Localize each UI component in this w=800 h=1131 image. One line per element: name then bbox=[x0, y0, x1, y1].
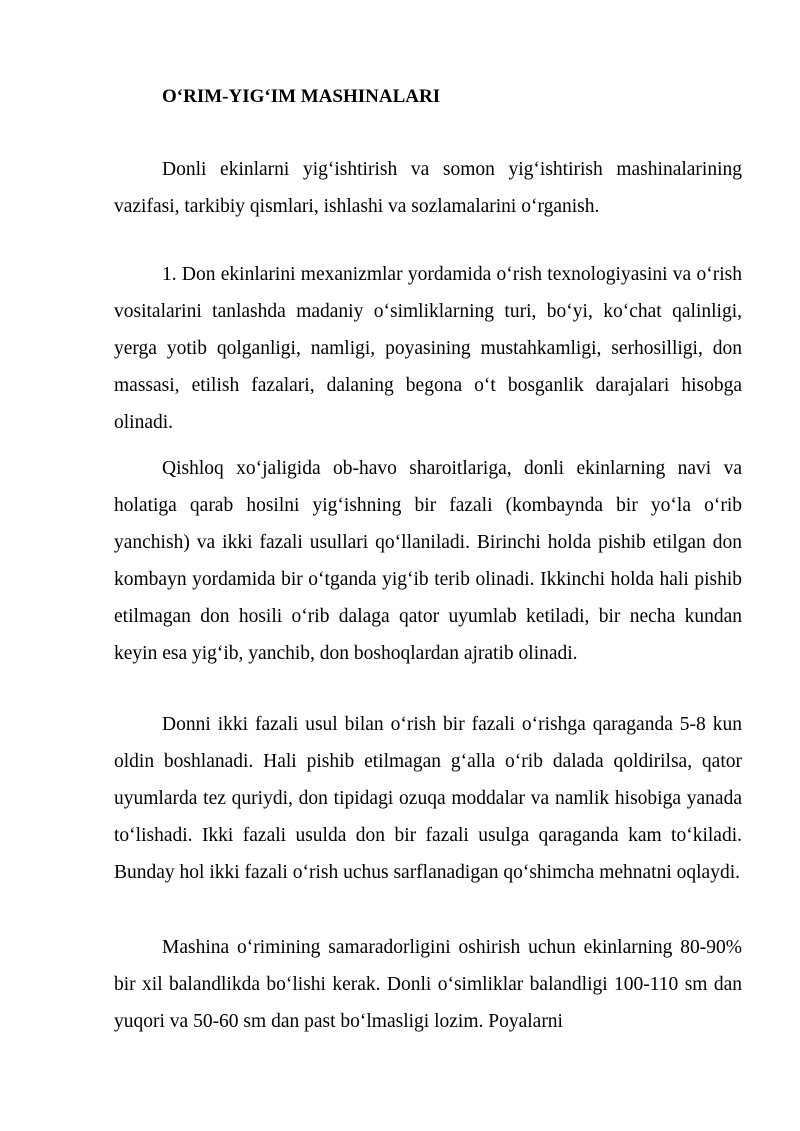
paragraph-technology: 1. Don ekinlarini mexanizmlar yordamida o‘rish texnologiyasini va o‘rish vositalarini tanlashda madaniy o‘simliklarning turi, bo‘yi, ko‘chat qalinligi, yerga yotib qolganligi, namligi, poyasining mustahkamligi, serhosilligi, don massasi, etilish fazalari, dalaning begona o‘t bosganlik darajalari hisobga olinadi. bbox=[114, 264, 742, 433]
paragraph-intro: Donli ekinlarni yig‘ishtirish va somon yig‘ishtirish mashinalarining vazifasi, tarkibiy qismlari, ishlashi va sozlamalarini o‘rganish. bbox=[114, 159, 742, 217]
paragraph-efficiency: Mashina o‘rimining samaradorligini oshirish uchun ekinlarning 80-90% bir xil balandlikda bo‘lishi kerak. Donli o‘simliklar balandligi 100-110 sm dan yuqori va 50-60 sm dan past bo‘lmasligi lozim. Poyalarni bbox=[114, 937, 742, 1032]
document-title: O‘RIM-YIG‘IM MASHINALARI bbox=[162, 86, 441, 107]
paragraph-harvest-methods: Qishloq xo‘jaligida ob-havo sharoitlariga, donli ekinlarning navi va holatiga qarab hosilni yig‘ishning bir fazali (kombaynda bir yo‘la o‘rib yanchish) va ikki fazali usullari qo‘llaniladi. Birinchi holda pishib etilgan don kombayn yordamida bir o‘tganda yig‘ib terib olinadi. Ikkinchi holda hali pishib etilmagan don hosili o‘rib dalaga qator uyumlab ketiladi, bir necha kundan keyin esa yig‘ib, yanchib, don boshoqlardan ajratib olinadi. bbox=[114, 458, 742, 664]
paragraph-two-phase: Donni ikki fazali usul bilan o‘rish bir fazali o‘rishga qaraganda 5-8 kun oldin boshlanadi. Hali pishib etilmagan g‘alla o‘rib dalada qoldirilsa, qator uyumlarda tez quriydi, don tipidagi ozuqa moddalar va namlik hisobiga yanada to‘lishadi. Ikki fazali usulda don bir fazali usulga qaraganda kam to‘kiladi. Bunday hol ikki fazali o‘rish uchus sarflanadigan qo‘shimcha mehnatni oqlaydi. bbox=[114, 714, 742, 883]
